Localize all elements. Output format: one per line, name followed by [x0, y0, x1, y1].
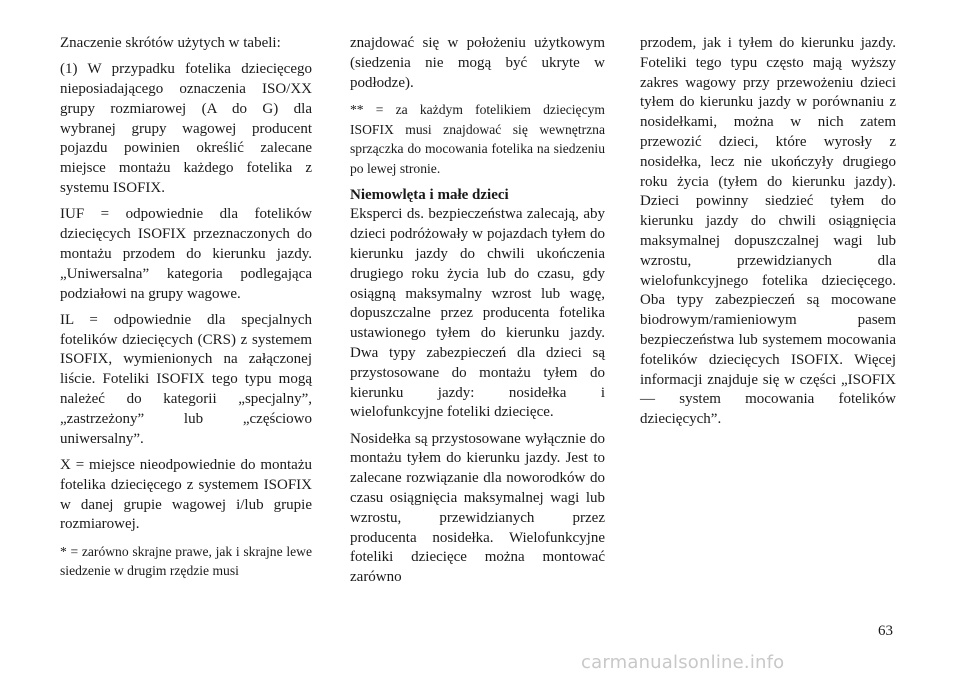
paragraph-double-asterisk: ** = za każdym fotelikiem dziecięcym ISOFIX musi znajdować się wewnętrzna sprzączka do mocowania fotelika na siedzeniu po lewej stronie.	[350, 101, 605, 177]
paragraph-convertible-seats: przodem, jak i tyłem do kierunku jazdy. Foteliki tego typu często mają wyższy zakres wagowy przy przewożeniu dzieci tyłem do kierunku jazdy w porównaniu z nosidełkami, można w nich zatem przewozić dzieci, które wyrosły z nosidełka, lecz nie ukończyły drugiego roku życia (tyłem do kierunku jazdy). Dzieci powinny siedzieć tyłem do kierunku jazdy do chwili osiągnięcia maksymalnej dopuszczalnej wagi lub wzrostu, przewidzianych dla wielofunkcyjnego fotelika dziecięcego. Oba typy zabezpieczeń są mocowane biodrowym/ramieniowym pasem bezpieczeństwa lub systemem mocowania fotelików dziecięcych ISOFIX. Więcej informacji znajduje się w części „ISOFIX — system mocowania fotelików dziecięcych”.	[640, 35, 896, 428]
paragraph-carriers: Nosidełka są przystosowane wyłącznie do montażu tyłem do kierunku jazdy. Jest to zalecane rozwiązanie dla noworodków do czasu osiągnięcia maksymalnej wagi lub wzrostu, przewidzianych przez producenta nosidełka. Wielofunkcyjne foteliki dziecięce można montować zarówno	[350, 430, 605, 586]
text-column-right	[640, 34, 896, 430]
paragraph-note-1: (1) W przypadku fotelika dziecięcego nieposiadającego oznaczenia ISO/XX grupy rozmiarowej (A do G) dla wybranej grupy wagowej producent pojazdu powinien określić zalecane miejsce montażu każdego fotelika z systemu ISOFIX.	[60, 61, 312, 197]
text-column-left	[60, 34, 312, 581]
page-number: 63	[878, 623, 893, 639]
watermark-text: carmanualsonline.info	[581, 652, 785, 673]
paragraph-iuf: IUF = odpowiednie dla fotelików dziecięcych ISOFIX przeznaczonych do montażu przodem do kierunku jazdy. „Uniwersalna” kategoria podlegająca podziałowi na grupy wagowe.	[60, 206, 312, 302]
paragraph-x: X = miejsce nieodpowiednie do montażu fotelika dziecięcego z systemem ISOFIX w danej grupie wagowej i/lub grupie rozmiarowej.	[60, 456, 312, 533]
paragraph-il: IL = odpowiednie dla specjalnych fotelików dziecięcych (CRS) z systemem ISOFIX, wymienionych na załączonej liście. Foteliki ISOFIX tego typu mogą należeć do kategorii „specjalny”, „zastrzeżony” lub „częściowo uniwersalny”.	[60, 311, 312, 447]
section-title: Niemowlęta i małe dzieci	[350, 186, 509, 203]
paragraph-asterisk: * = zarówno skrajne prawe, jak i skrajne lewe siedzenie w drugim rzędzie musi	[60, 543, 312, 579]
legend-heading: Znaczenie skrótów użytych w tabeli:	[60, 35, 281, 51]
paragraph-asterisk-continued: znajdować się w położeniu użytkowym (siedzenia nie mogą być ukryte w podłodze).	[350, 35, 605, 91]
text-column-middle	[350, 34, 605, 588]
paragraph-experts: Eksperci ds. bezpieczeństwa zalecają, aby dzieci podróżowały w pojazdach tyłem do kierunku jazdy do chwili ukończenia drugiego roku życia lub do czasu, gdy osiągną maksymalny wzrost lub wagę, dopuszczalne przez producenta fotelika ustawionego tyłem do kierunku jazdy. Dwa typy zabezpieczeń dla dzieci są przystosowane do montażu tyłem do kierunku jazdy: nosidełka i wielofunkcyjne foteliki dziecięce.	[350, 206, 605, 421]
